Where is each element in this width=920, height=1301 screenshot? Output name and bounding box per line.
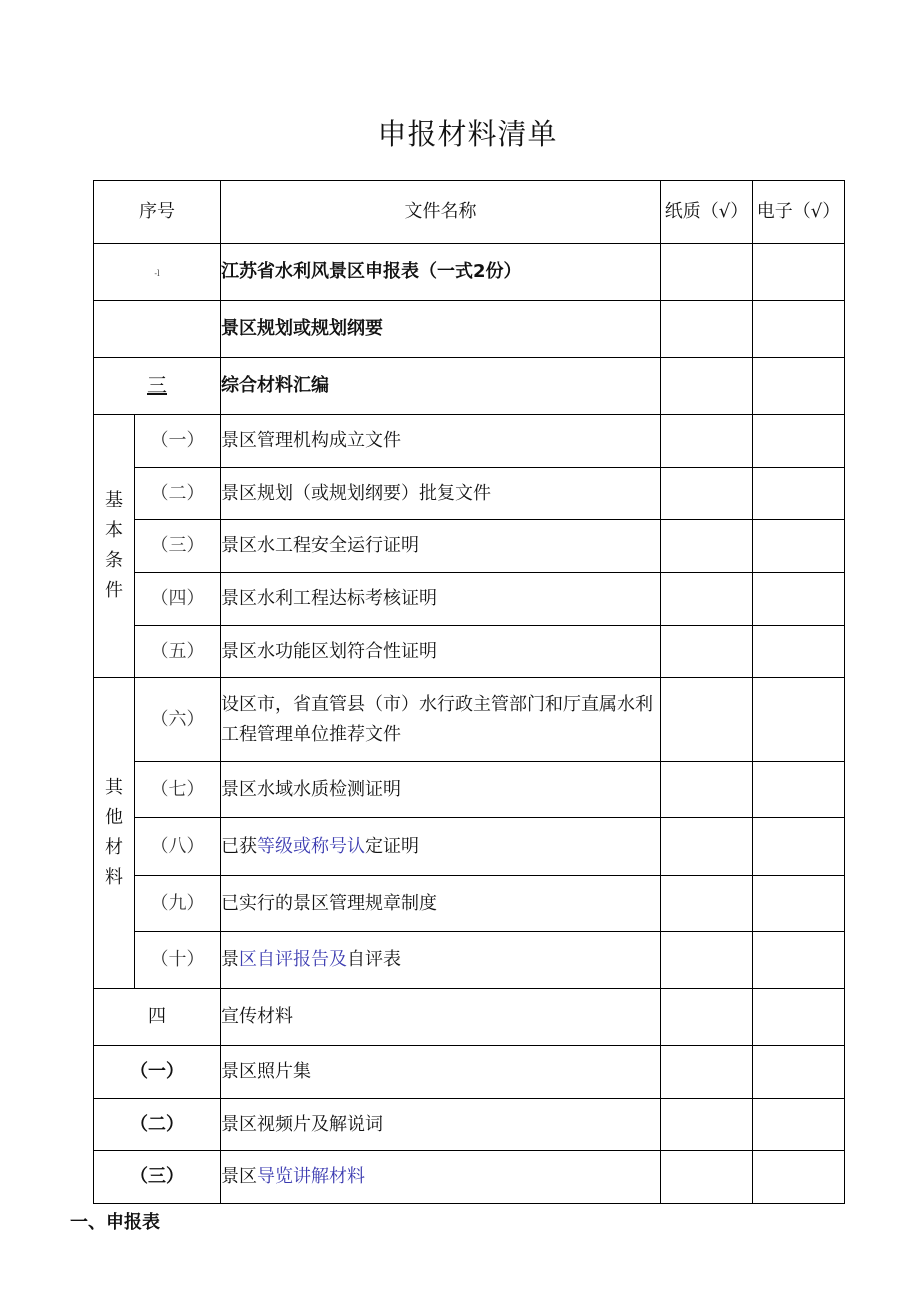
row-number (94, 301, 221, 358)
paper-check-cell[interactable] (661, 876, 753, 932)
table-row (94, 520, 845, 573)
row-name: 景区照片集 (221, 1046, 661, 1099)
electronic-check-cell[interactable] (753, 762, 845, 818)
table-row (94, 678, 845, 762)
header-row (94, 181, 845, 244)
row-name: 景区规划（或规划纲要）批复文件 (221, 468, 661, 520)
table-row (94, 1046, 845, 1099)
paper-check-cell[interactable] (661, 989, 753, 1046)
row-name: 江苏省水利风景区申报表（一式2份） (221, 244, 661, 301)
electronic-check-cell[interactable] (753, 520, 845, 573)
row-name: 景区管理机构成立文件 (221, 415, 661, 468)
paper-check-cell[interactable] (661, 415, 753, 468)
paper-check-cell[interactable] (661, 244, 753, 301)
paper-check-cell[interactable] (661, 678, 753, 762)
table-row (94, 244, 845, 301)
paper-check-cell[interactable] (661, 932, 753, 989)
row-name: 景区水域水质检测证明 (221, 762, 661, 818)
electronic-check-cell[interactable] (753, 358, 845, 415)
row-name: 景区视频片及解说词 (221, 1099, 661, 1151)
electronic-check-cell[interactable] (753, 932, 845, 989)
group-label-other: 其他材料 (94, 678, 135, 989)
group-label-basic: 基本条件 (94, 415, 135, 678)
row-number: （七） (135, 762, 221, 818)
paper-check-cell[interactable] (661, 358, 753, 415)
row-name: 景区水工程安全运行证明 (221, 520, 661, 573)
electronic-check-cell[interactable] (753, 301, 845, 358)
highlighted-text: 导览讲解材料 (257, 1166, 365, 1187)
row-name: 宣传材料 (221, 989, 661, 1046)
table-row (94, 468, 845, 520)
row-number: （四） (135, 573, 221, 626)
table-row (94, 818, 845, 876)
row-number: （六） (135, 678, 221, 762)
row-number: （五） (135, 626, 221, 678)
page-title: 申报材料清单 (377, 117, 558, 151)
table-row (94, 876, 845, 932)
electronic-check-cell[interactable] (753, 876, 845, 932)
section-heading: 一、申报表 (70, 1212, 160, 1233)
row-number: （二） (94, 1099, 221, 1151)
row-number: （一） (135, 415, 221, 468)
electronic-check-cell[interactable] (753, 678, 845, 762)
table-row (94, 989, 845, 1046)
table-row (94, 626, 845, 678)
electronic-check-cell[interactable] (753, 573, 845, 626)
row-name: 综合材料汇编 (221, 358, 661, 415)
row-name: 景区自评报告及自评表 (221, 932, 661, 989)
header-paper: 纸质（√） (661, 181, 753, 244)
electronic-check-cell[interactable] (753, 468, 845, 520)
row-number: （八） (135, 818, 221, 876)
header-name: 文件名称 (221, 181, 661, 244)
header-electronic: 电子（√） (753, 181, 845, 244)
electronic-check-cell[interactable] (753, 989, 845, 1046)
electronic-check-cell[interactable] (753, 1099, 845, 1151)
row-name: 景区规划或规划纲要 (221, 301, 661, 358)
row-number: 三 (94, 358, 221, 415)
row-number: 四 (94, 989, 221, 1046)
row-name: 已实行的景区管理规章制度 (221, 876, 661, 932)
materials-table (93, 180, 845, 1204)
paper-check-cell[interactable] (661, 626, 753, 678)
paper-check-cell[interactable] (661, 1099, 753, 1151)
row-number: （一） (94, 1046, 221, 1099)
highlighted-text: 等级或称号认 (257, 835, 365, 857)
row-name: 景区水功能区划符合性证明 (221, 626, 661, 678)
paper-check-cell[interactable] (661, 520, 753, 573)
paper-check-cell[interactable] (661, 1046, 753, 1099)
electronic-check-cell[interactable] (753, 1151, 845, 1204)
electronic-check-cell[interactable] (753, 626, 845, 678)
paper-check-cell[interactable] (661, 818, 753, 876)
table-row (94, 1099, 845, 1151)
row-number: （九） (135, 876, 221, 932)
paper-check-cell[interactable] (661, 762, 753, 818)
row-name: 景区水利工程达标考核证明 (221, 573, 661, 626)
row-name: 设区市，省直管县（市）水行政主管部门和厅直属水利工程管理单位推荐文件 (221, 678, 661, 762)
highlighted-text: 区自评报告及 (239, 949, 347, 970)
row-number: （三） (135, 520, 221, 573)
table-row (94, 932, 845, 989)
paper-check-cell[interactable] (661, 573, 753, 626)
row-number: （三） (94, 1151, 221, 1204)
electronic-check-cell[interactable] (753, 244, 845, 301)
row-number: -l (94, 244, 221, 301)
table-row (94, 358, 845, 415)
row-number: （十） (135, 932, 221, 989)
table-row (94, 415, 845, 468)
row-number: （二） (135, 468, 221, 520)
row-name: 景区导览讲解材料 (221, 1151, 661, 1204)
row-name: 已获等级或称号认定证明 (221, 818, 661, 876)
table-row (94, 573, 845, 626)
table-row (94, 762, 845, 818)
paper-check-cell[interactable] (661, 301, 753, 358)
paper-check-cell[interactable] (661, 468, 753, 520)
table-row (94, 301, 845, 358)
header-seq: 序号 (94, 181, 221, 244)
paper-check-cell[interactable] (661, 1151, 753, 1204)
electronic-check-cell[interactable] (753, 818, 845, 876)
table-row (94, 1151, 845, 1204)
electronic-check-cell[interactable] (753, 1046, 845, 1099)
electronic-check-cell[interactable] (753, 415, 845, 468)
